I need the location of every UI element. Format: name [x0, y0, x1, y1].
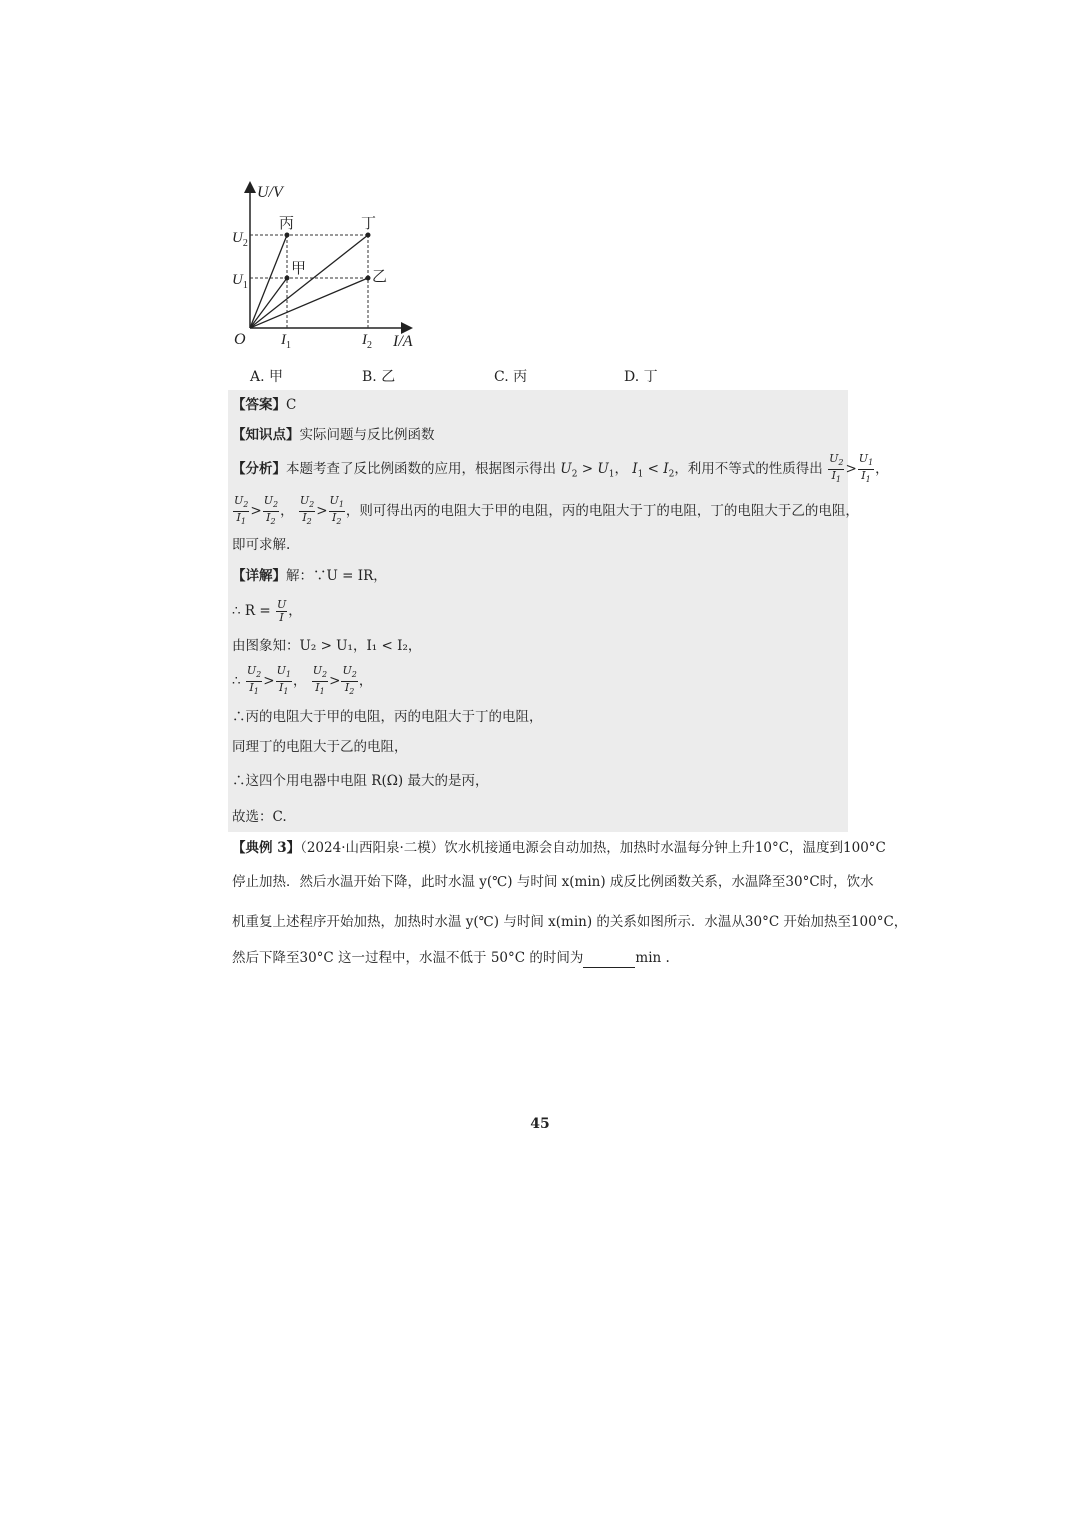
detail-line-2: ∴ R = $\frac{U}{I}$ ，	[232, 598, 302, 624]
example-line-1: 【典例 3】（2024·山西阳泉·二模）饮水机接通电源会自动加热，加热时水温每分钟上升10°C，温度到100°C	[232, 840, 886, 856]
detail-line-8: 故选：C.	[232, 809, 287, 825]
x-axis-label: I/A	[393, 333, 413, 350]
i2-label: $I_2$	[362, 332, 372, 351]
option-d: D. 丁	[624, 369, 658, 385]
example-line-4: 然后下降至30°C 这一过程中，水温不低于 50°C 的时间为 min .	[232, 950, 670, 966]
i1-label: $I_1$	[281, 332, 291, 351]
detail-line-6: 同理丁的电阻大于乙的电阻，	[232, 739, 408, 755]
point-jia	[285, 276, 290, 281]
point-yi	[366, 276, 371, 281]
answer-blank	[583, 953, 635, 968]
y-axis-label: U/V	[257, 184, 283, 201]
origin-label: O	[234, 331, 246, 348]
detail-line-7: ∴这四个用电器中电阻 R(Ω) 最大的是丙，	[232, 773, 489, 789]
option-b: B. 乙	[362, 369, 396, 385]
u1-label: $U_1$	[232, 272, 248, 291]
example-line-2: 停止加热．然后水温开始下降，此时水温 y(℃) 与时间 x(min) 成反比例函数关系，水温降至30°C时，饮水	[232, 874, 874, 890]
label-jia: 甲	[291, 261, 307, 277]
answer-line: 【答案】C	[232, 397, 297, 413]
point-ding	[366, 233, 371, 238]
point-bing	[285, 233, 290, 238]
detail-line-5: ∴丙的电阻大于甲的电阻，丙的电阻大于丁的电阻，	[232, 709, 543, 725]
option-c: C. 丙	[494, 369, 528, 385]
example-line-3: 机重复上述程序开始加热，加热时水温 y(℃) 与时间 x(min) 的关系如图所示．水温从30°C 开始加热至100°C，	[232, 914, 908, 930]
analysis-line-3: 即可求解.	[232, 537, 291, 553]
u2-label: $U_2$	[232, 230, 248, 249]
label-ding: 丁	[361, 216, 377, 232]
option-a: A. 甲	[250, 369, 284, 385]
page-number: 45	[530, 1116, 550, 1132]
detail-line-1: 【详解】解：∵U = IR，	[232, 568, 387, 584]
analysis-line-2: $\frac{U_2}{I_1}$ > $\frac{U_2}{I_2}$ ， $\frac{U_2}{I_2}$ > $\frac{U_1}{I_2}$ ，则可得出丙的电阻大于甲的电阻，丙的电阻大于丁的电阻，丁的电阻大于乙的电阻，	[234, 493, 859, 527]
label-yi: 乙	[372, 269, 388, 285]
u-i-diagram	[225, 178, 425, 353]
knowledge-point-line: 【知识点】实际问题与反比例函数	[232, 427, 435, 443]
line-ding	[250, 235, 368, 328]
analysis-line-1: 【分析】本题考查了反比例函数的应用，根据图示得出 $U_2 > U_1$， $I_1 < I_2$，利用不等式的性质得出 $\frac{U_2}{I_1}$ > $\frac{U_1}{I_1}$ ，	[232, 451, 889, 485]
detail-line-4: ∴ $\frac{U_2}{I_1}$ > $\frac{U_1}{I_1}$ ， $\frac{U_2}{I_1}$ > $\frac{U_2}{I_2}$ ，	[232, 663, 373, 697]
detail-line-3: 由图象知：U₂ > U₁，I₁ < I₂，	[232, 638, 422, 654]
label-bing: 丙	[279, 216, 295, 232]
